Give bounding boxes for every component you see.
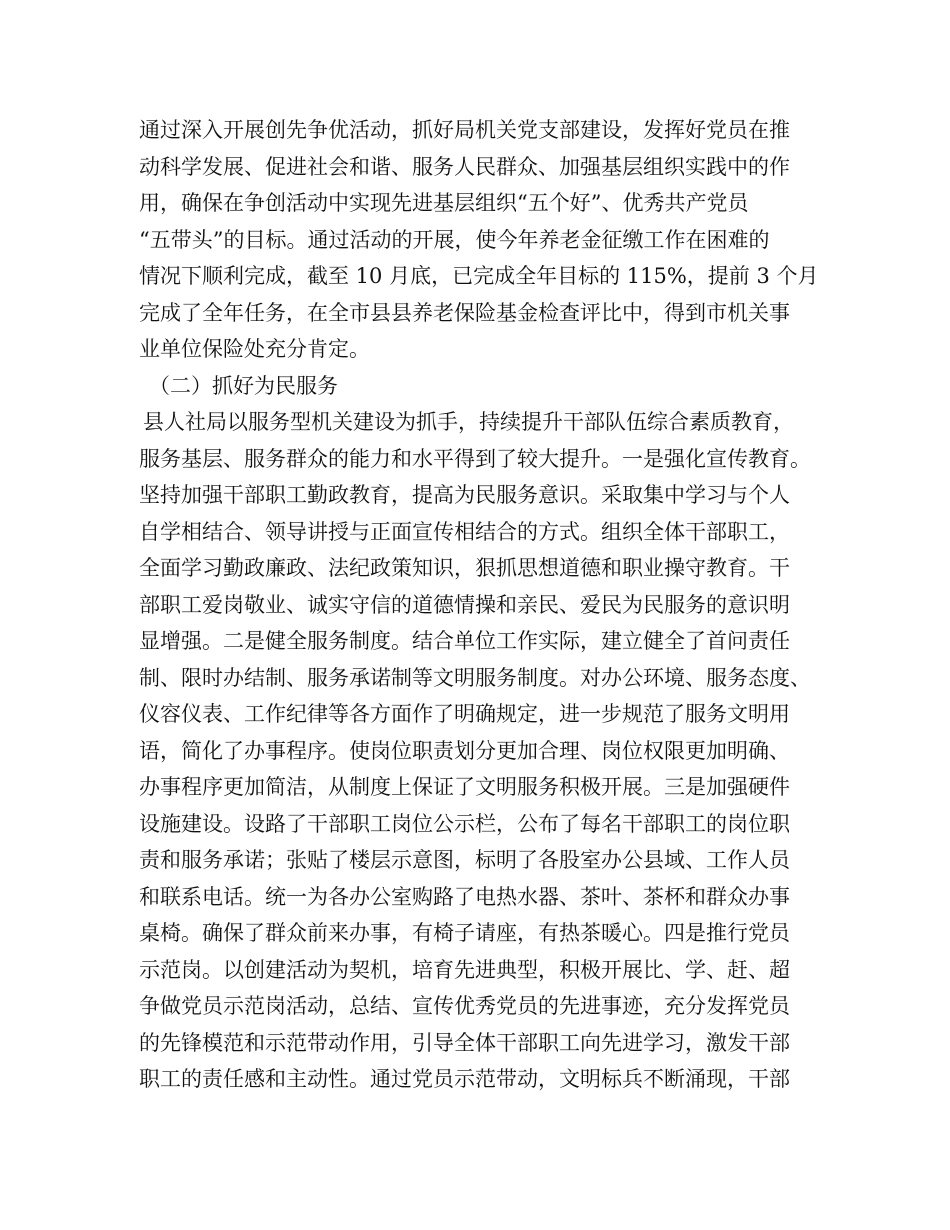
- text-line: 语，简化了办事程序。使岗位职责划分更加合理、岗位权限更加明确、: [139, 738, 790, 763]
- text-line: 情况下顺利完成，截至 10 月底，已完成全年目标的 115%，提前 3 个月: [139, 264, 819, 288]
- text-line: 动科学发展、促进社会和谐、服务人民群众、加强基层组织实践中的作: [139, 154, 790, 179]
- text-line: 完成了全年任务，在全市县县养老保险基金检查评比中，得到市机关事: [139, 300, 790, 325]
- text-line: 办事程序更加简洁，从制度上保证了文明服务积极开展。三是加强硬件: [139, 775, 790, 799]
- text-line: 显增强。二是健全服务制度。结合单位工作实际，建立健全了首问责任: [139, 629, 790, 653]
- text-line: “五带头”的目标。通过活动的开展，使今年养老金征缴工作在困难的: [139, 227, 770, 252]
- text-line: 制、限时办结制、服务承诺制等文明服务制度。对办公环境、服务态度、: [139, 665, 811, 690]
- text-line: 示范岗。以创建活动为契机，培育先进典型，积极开展比、学、赶、超: [139, 957, 790, 982]
- text-line: 职工的责任感和主动性。通过党员示范带动，文明标兵不断涌现，干部: [139, 1067, 790, 1091]
- text-line: 和联系电话。统一为各办公室购路了电热水器、茶叶、茶杯和群众办事: [139, 884, 790, 909]
- document-body: [139, 112, 839, 1098]
- text-line: 设施建设。设路了干部职工岗位公示栏，公布了每名干部职工的岗位职: [139, 811, 790, 836]
- text-line: 争做党员示范岗活动，总结、宣传优秀党员的先进事迹，充分发挥党员: [139, 994, 790, 1018]
- text-line: 自学相结合、领导讲授与正面宣传相结合的方式。组织全体干部职工，: [139, 519, 790, 544]
- text-line: 通过深入开展创先争优活动，抓好局机关党支部建设，发挥好党员在推: [139, 118, 790, 142]
- text-line: 坚持加强干部职工勤政教育，提高为民服务意识。采取集中学习与个人: [139, 483, 790, 507]
- text-line: 服务基层、服务群众的能力和水平得到了较大提升。一是强化宣传教育。: [139, 446, 811, 471]
- text-line: 责和服务承诺；张贴了楼层示意图，标明了各股室办公县域、工作人员: [139, 848, 790, 872]
- paragraph-start-line: 县人社局以服务型机关建设为抓手，持续提升干部队伍综合素质教育，: [143, 410, 794, 434]
- text-line: 仪容仪表、工作纪律等各方面作了明确规定，进一步规范了服务文明用: [139, 702, 790, 726]
- text-line: 全面学习勤政廉政、法纪政策知识，狠抓思想道德和职业操守教育。干: [139, 556, 790, 580]
- text-line: 业单位保险处充分肯定。: [139, 337, 370, 361]
- text-line: 桌椅。确保了群众前来办事，有椅子请座，有热茶暖心。四是推行党员: [139, 921, 790, 945]
- section-heading: （二）抓好为民服务: [149, 373, 338, 398]
- text-line: 用，确保在争创活动中实现先进基层组织“五个好”、优秀共产党员: [139, 191, 749, 215]
- text-line: 部职工爱岗敬业、诚实守信的道德情操和亲民、爱民为民服务的意识明: [139, 592, 790, 617]
- text-line: 的先锋模范和示范带动作用，引导全体干部职工向先进学习，激发干部: [139, 1030, 790, 1055]
